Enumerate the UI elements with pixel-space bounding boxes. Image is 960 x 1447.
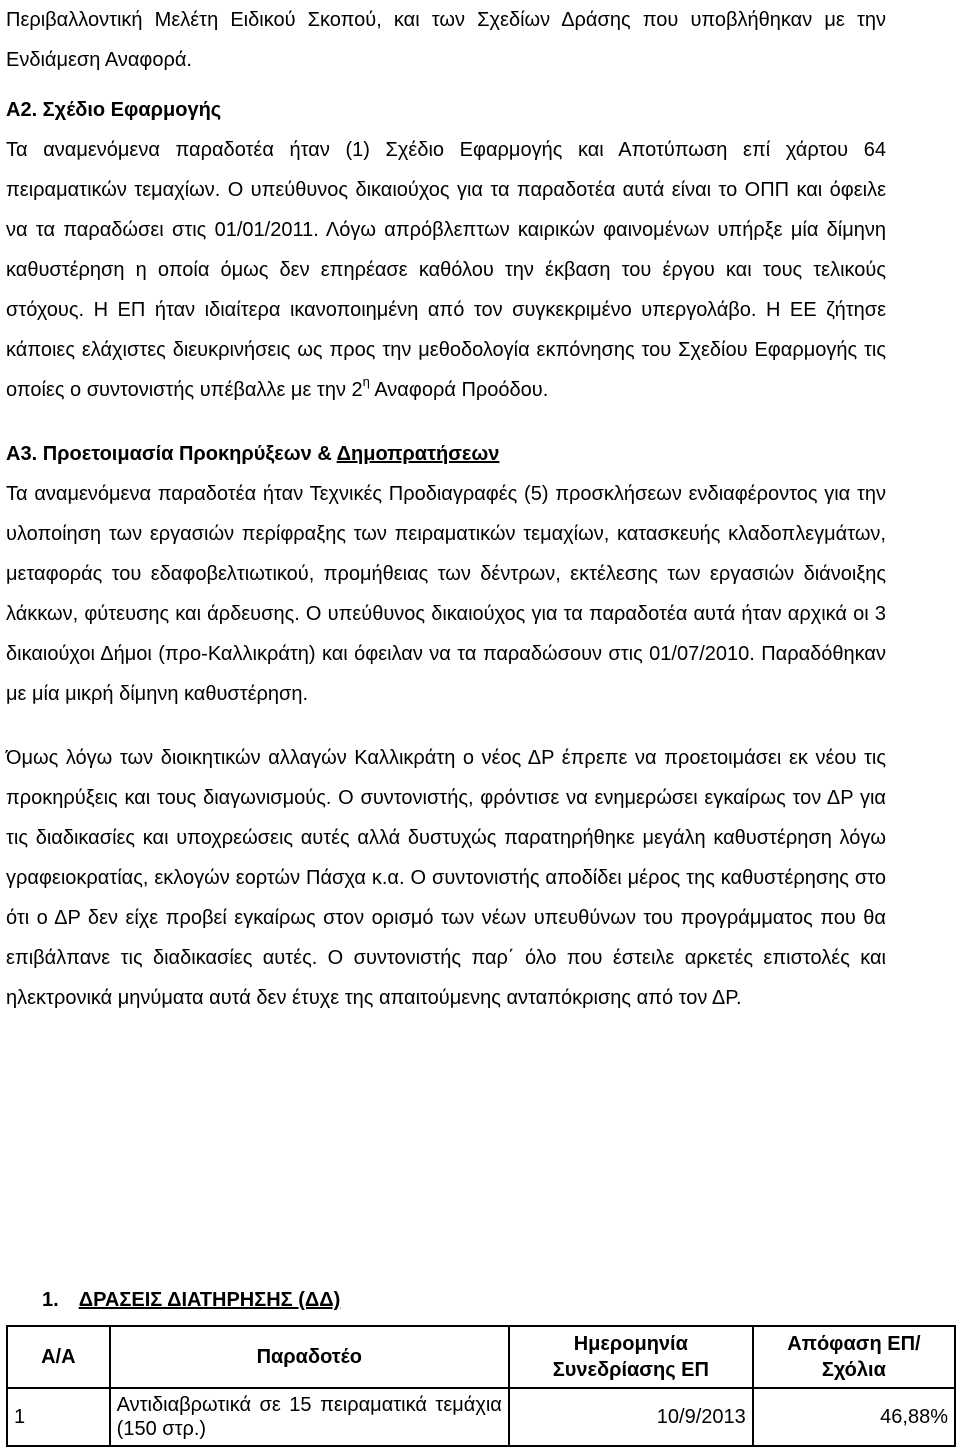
cell-aa: 1 [7,1388,110,1446]
cell-decision: 46,88% [753,1388,955,1446]
section-a2-text-end: Αναφορά Προόδου. [369,379,549,401]
table-row [7,1388,955,1446]
section-a3-heading [6,434,886,474]
superscript: η [362,374,370,390]
section-a3-prefix: Α3. [6,443,38,465]
section-a2-text: Τα αναμενόμενα παραδοτέα ήταν (1) Σχέδιο Εφαρμογής και Αποτύπωση επί χάρτου 64 πειραματικών τεμαχίων. Ο υπεύθυνος δικαιούχος για τα παραδοτέα αυτά είναι το ΟΠΠ και όφειλε να τα παραδώσει στις 01/01/2011. Λόγω απρόβλεπτων καιρικών φαινομένων υπήρξε μία δίμηνη καθυστέρηση η οποία όμως δεν επηρέασε καθόλου την έκβαση του έργου και τους τελικούς στόχους. Η ΕΠ ήταν ιδιαίτερα ικανοποιημένη από τον συγκεκριμένο υπεργολάβο. Η ΕΕ ζήτησε κάποιες ελάχιστες διευκρινήσεις ως προς την μεθοδολογία εκπόνησης του Σχεδίου Εφαρμογής τις οποίες ο συντονιστής υπέβαλλε με την 2 [6,139,886,401]
section-1-number: 1. [42,1289,59,1311]
header-aa: Α/Α [7,1326,110,1388]
section-a3-title-part2: Δημοπρατήσεων [336,443,500,465]
header-date: Ημερομηνία Συνεδρίασης ΕΠ [509,1326,753,1388]
section-a3-paragraph-2: Όμως λόγω των διοικητικών αλλαγών Καλλικράτη ο νέος ΔΡ έπρεπε να προετοιμάσει εκ νέου τις προκηρύξεις και τους διαγωνισμούς. Ο συντονιστής, φρόντισε να ενημερώσει εγκαίρως τον ΔΡ για τις διαδικασίες και υποχρεώσεις αυτές αλλά δυστυχώς παρατηρήθηκε μεγάλη καθυστέρηση λόγω γραφειοκρατίας, εκλογών εορτών Πάσχα κ.α. Ο συντονιστής αποδίδει μέρος της καθυστέρησης στο ότι ο ΔΡ δεν είχε προβεί εγκαίρως στον ορισμό των νέων υπευθύνων του προγράμματος που θα επιβάλπανε τις διαδικασίες αυτές. Ο συντονιστής παρ΄ όλο που έστειλε αρκετές επιστολές και ηλεκτρονικά μηνύματα αυτά δεν έτυχε της απαιτούμενης ανταπόκρισης από τον ΔΡ. [6,747,886,1009]
table-header-row [7,1326,955,1388]
deliverables-table [6,1325,956,1447]
section-a2-paragraph [6,130,886,410]
cell-deliverable: Αντιδιαβρωτικά σε 15 πειραματικά τεμάχια (150 στρ.) [110,1388,509,1446]
intro-paragraph: Περιβαλλοντική Μελέτη Ειδικού Σκοπού, και των Σχεδίων Δράσης που υποβλήθηκαν με την Ενδιάμεση Αναφορά. [6,9,886,71]
header-decision: Απόφαση ΕΠ/ Σχόλια [753,1326,955,1388]
section-a3-title-part1: Προετοιμασία Προκηρύξεων & [42,443,337,465]
header-deliverable: Παραδοτέο [110,1326,509,1388]
cell-date: 10/9/2013 [509,1388,753,1446]
section-1-title: ΔΡΑΣΕΙΣ ΔΙΑΤΗΡΗΣΗΣ (ΔΔ) [78,1289,341,1311]
section-1-heading [42,1280,340,1320]
section-a3-paragraph-1: Τα αναμενόμενα παραδοτέα ήταν Τεχνικές Προδιαγραφές (5) προσκλήσεων ενδιαφέροντος για την υλοποίηση των εργασιών περίφραξης των πειραματικών τεμαχίων, κατασκευής κλαδοπλεγμάτων, μεταφοράς του εδαφοβελτιωτικού, προμήθειας των δέντρων, εκτέλεσης των εργασιών διάνοιξης λάκκων, φύτευσης και άρδευσης. Ο υπεύθυνος δικαιούχος για τα παραδοτέα αυτά ήταν αρχικά οι 3 δικαιούχοι Δήμοι (προ-Καλλικράτη) και όφειλαν να τα παραδώσουν στις 01/07/2010. Παραδόθηκαν με μία μικρή δίμηνη καθυστέρηση. [6,483,886,705]
section-a2-heading: Α2. Σχέδιο Εφαρμογής [6,99,222,121]
document-page [6,0,886,1018]
